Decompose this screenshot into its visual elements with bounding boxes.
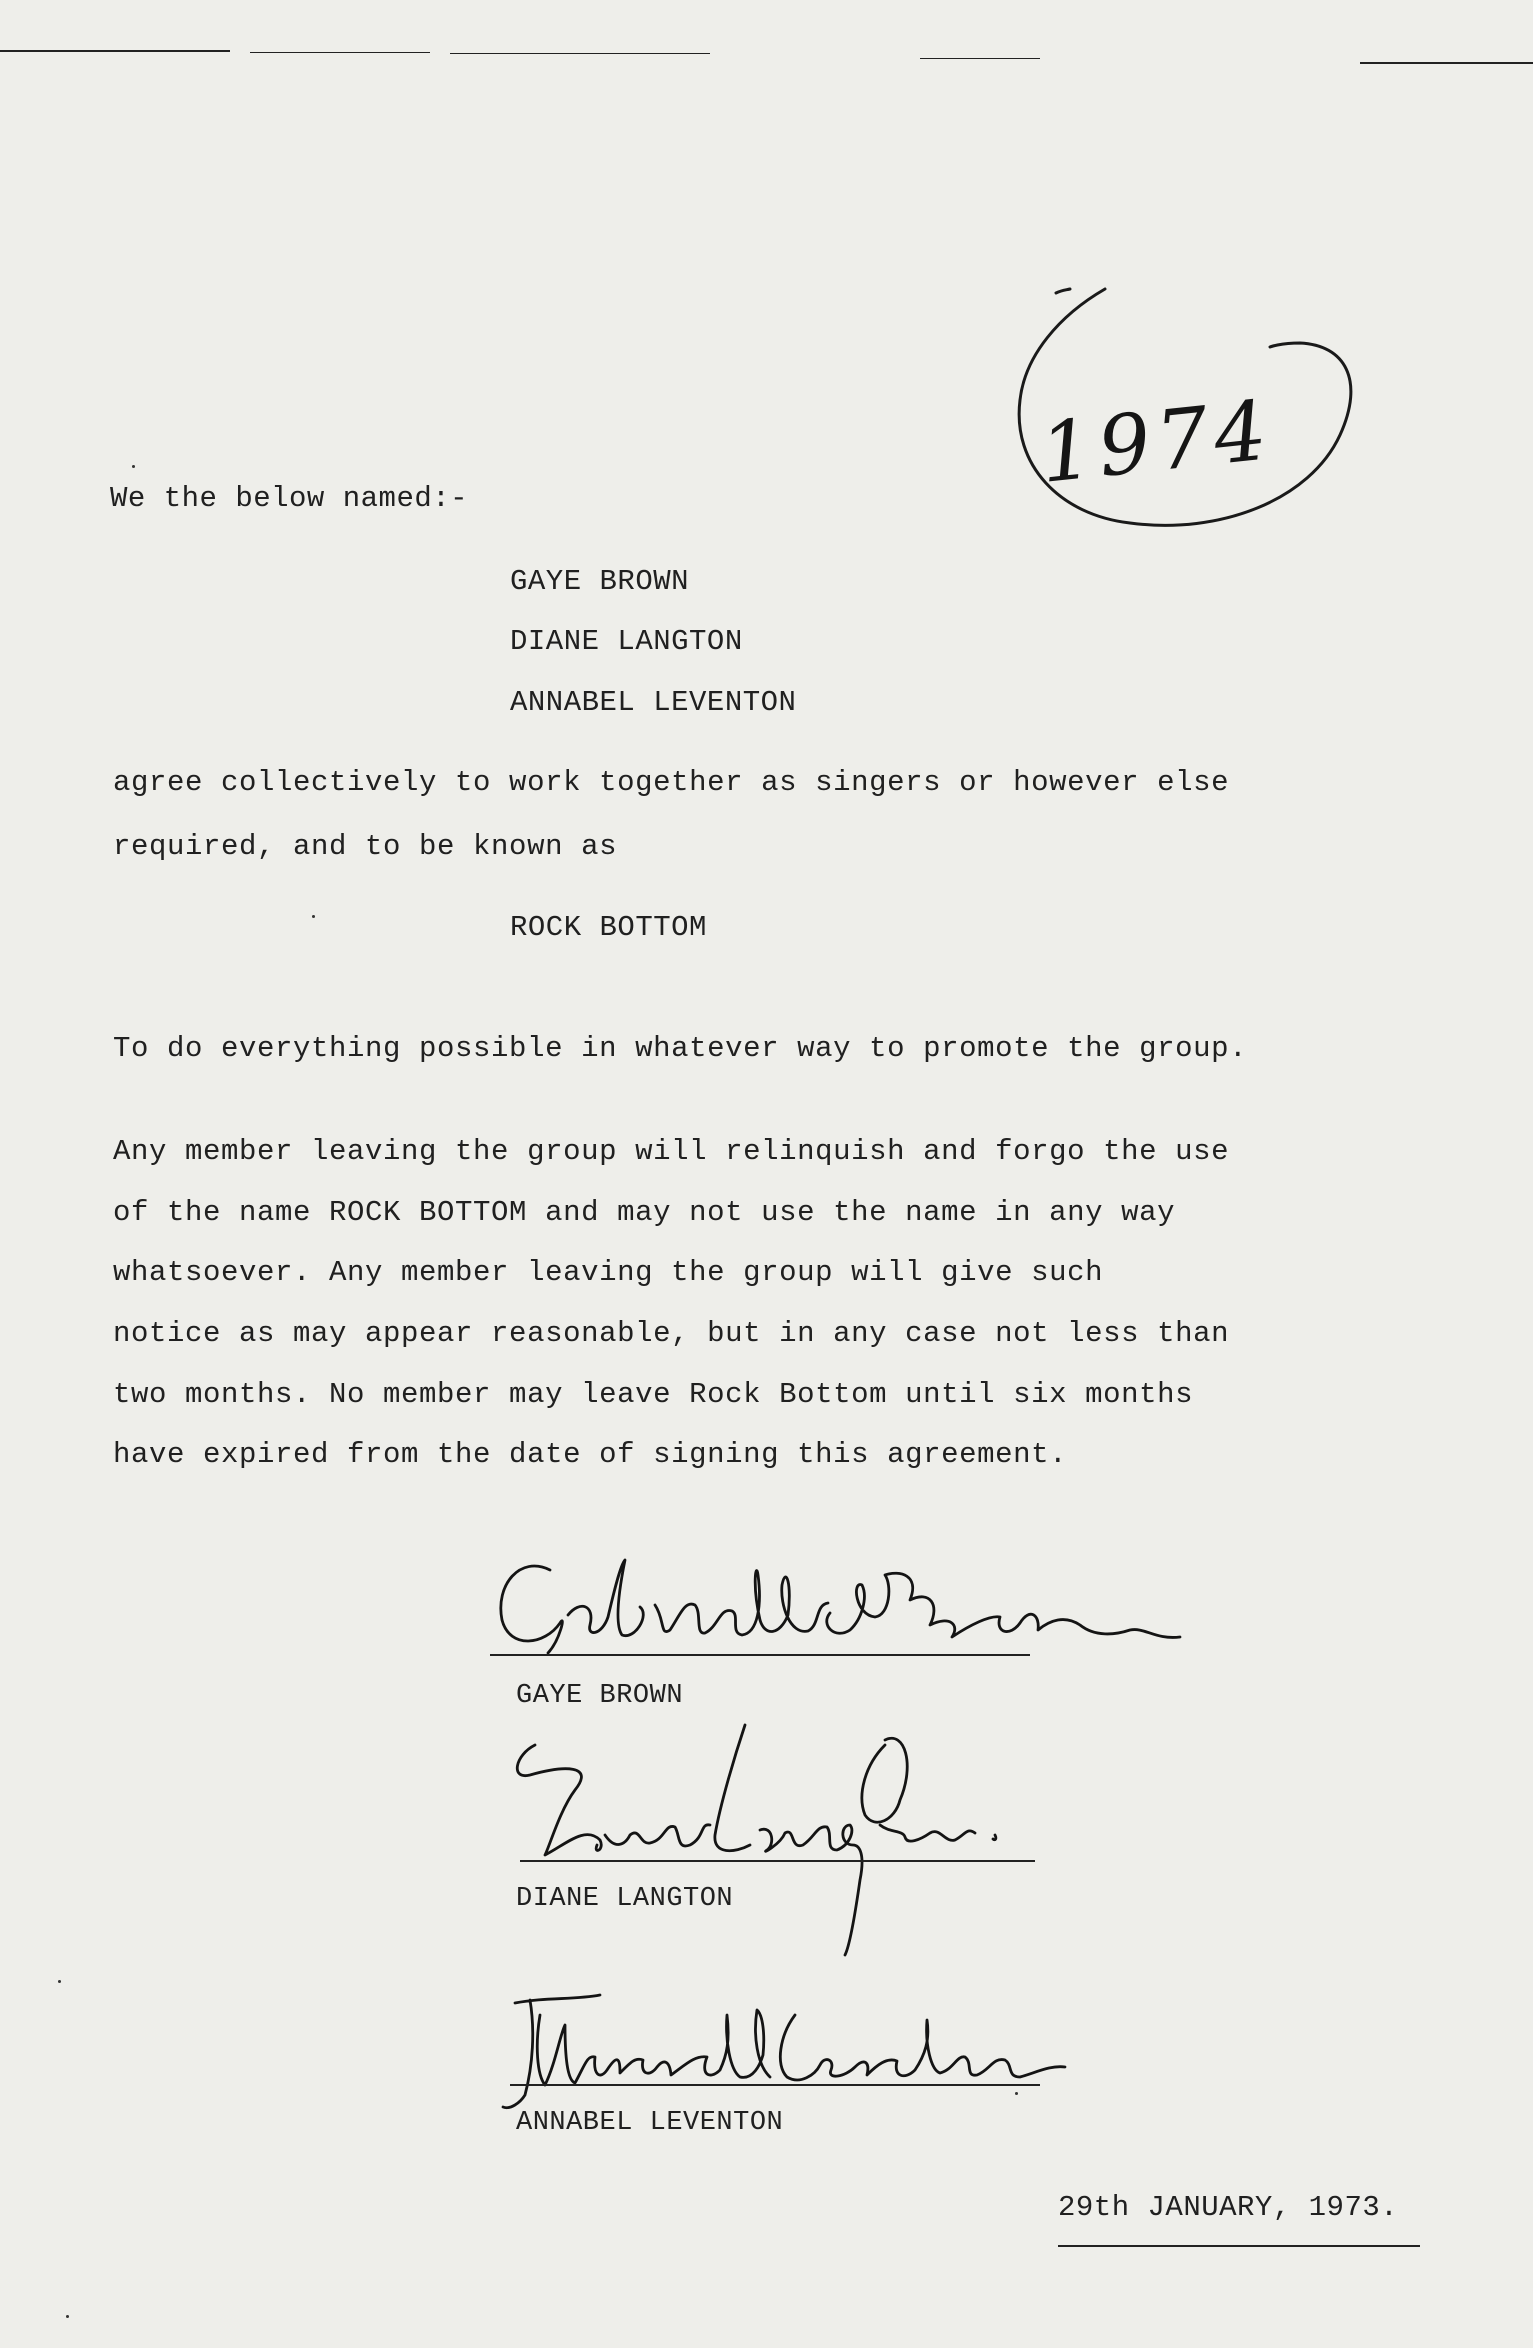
promote-line: To do everything possible in whatever way to promote the group. (113, 1032, 1248, 1065)
member-name: DIANE LANGTON (510, 625, 743, 658)
top-rule-segment (450, 53, 710, 54)
terms-line: two months. No member may leave Rock Bottom until six months (113, 1378, 1194, 1411)
terms-line: of the name ROCK BOTTOM and may not use the name in any way (113, 1196, 1176, 1229)
intro-line: We the below named:- (110, 482, 469, 515)
group-name: ROCK BOTTOM (510, 911, 707, 944)
signature-annabel-leventon (495, 1985, 1115, 2115)
agreement-date: 29th JANUARY, 1973. (1058, 2191, 1399, 2224)
signature-typed-name: DIANE LANGTON (516, 1884, 734, 1914)
agreement-line: required, and to be known as (113, 830, 618, 863)
top-rule-segment (250, 52, 430, 53)
agreement-line: agree collectively to work together as singers or however else (113, 766, 1230, 799)
top-rule-segment (0, 50, 230, 52)
member-name: ANNABEL LEVENTON (510, 686, 797, 719)
signature-diane-langton (505, 1705, 1025, 1965)
ink-speck (132, 465, 135, 468)
ink-speck (312, 915, 315, 918)
top-rule-segment (1360, 62, 1533, 64)
member-name: GAYE BROWN (510, 565, 690, 598)
date-underline (1058, 2245, 1420, 2247)
signature-line (490, 1654, 1030, 1656)
terms-line: have expired from the date of signing this agreement. (113, 1438, 1068, 1471)
year-annotation-text: 1974 (1035, 383, 1278, 502)
ink-speck (58, 1980, 61, 1983)
signature-line (510, 2084, 1040, 2086)
ink-speck (66, 2315, 69, 2318)
top-rule-segment (920, 58, 1040, 59)
signature-typed-name: ANNABEL LEVENTON (516, 2108, 784, 2138)
signature-line (520, 1860, 1035, 1862)
signature-typed-name: GAYE BROWN (516, 1681, 684, 1711)
terms-line: notice as may appear reasonable, but in any case not less than (113, 1317, 1230, 1350)
terms-line: whatsoever. Any member leaving the group will give such (113, 1256, 1104, 1289)
terms-line: Any member leaving the group will relinquish and forgo the use (113, 1135, 1230, 1168)
